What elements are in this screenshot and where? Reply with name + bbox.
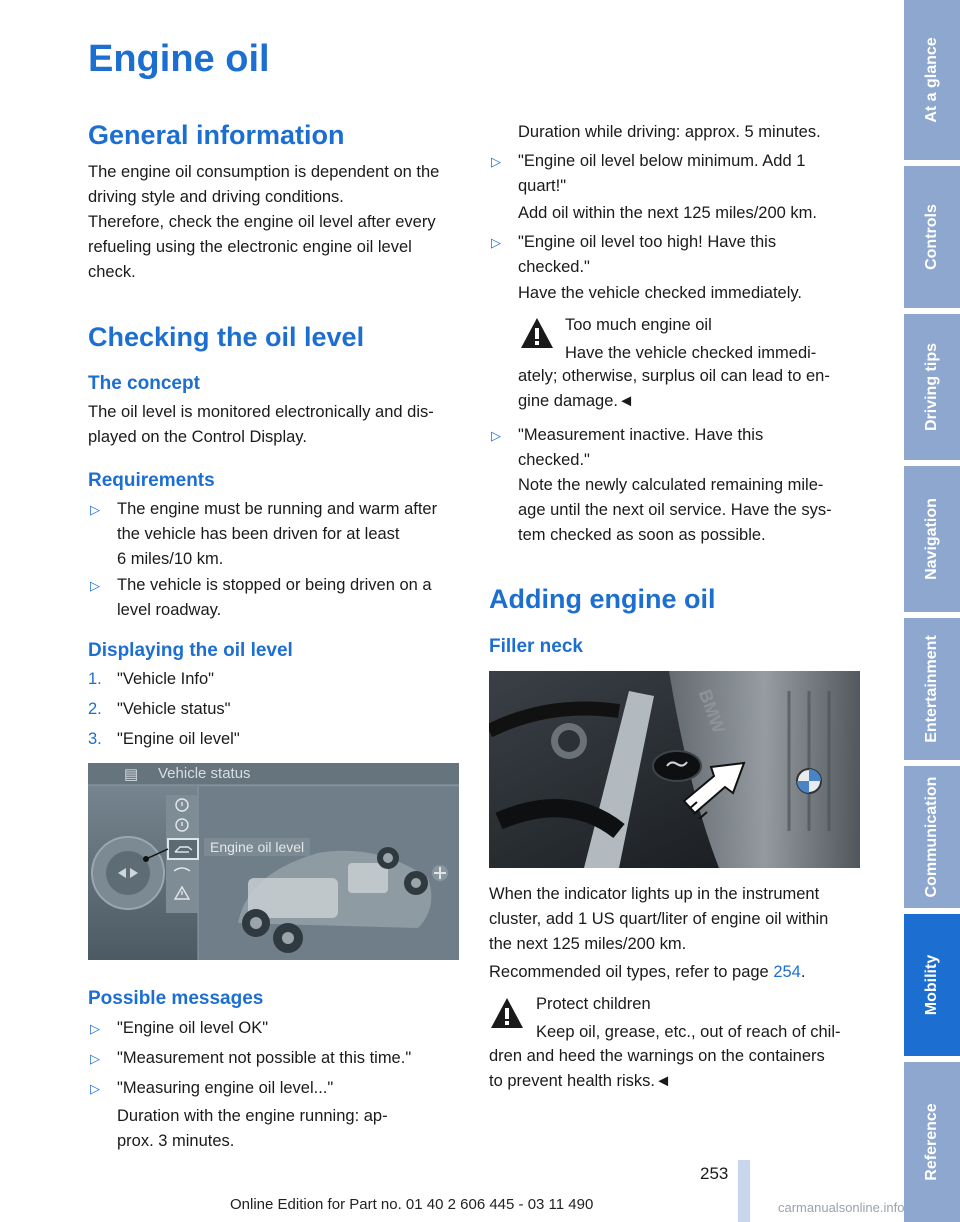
general-heading: General information xyxy=(88,120,345,150)
step-item: "Engine oil level" xyxy=(117,730,240,748)
message-item: "Measurement not possible at this time." xyxy=(117,1049,412,1067)
bullet-triangle-icon: ▷ xyxy=(491,154,501,169)
brand-logo: BMW xyxy=(694,686,730,736)
requirements-heading: Requirements xyxy=(88,470,215,491)
message-item: "Engine oil level too high! Have this checked." xyxy=(518,233,777,276)
bullet-triangle-icon: ▷ xyxy=(90,1021,100,1036)
step-number: 1. xyxy=(88,670,102,688)
page-title: Engine oil xyxy=(88,38,270,80)
tab-mobility[interactable]: Mobility xyxy=(904,914,960,1056)
tab-navigation[interactable]: Navigation xyxy=(904,466,960,612)
message-item: "Engine oil level OK" xyxy=(117,1019,269,1037)
warning-text: Have the vehicle checked immedi- xyxy=(565,344,817,362)
warning-triangle-icon xyxy=(519,316,555,352)
step-item: "Vehicle status" xyxy=(117,700,231,718)
screen-title: Vehicle status xyxy=(158,765,251,782)
warning-triangle-icon xyxy=(489,996,525,1032)
adding-heading: Adding engine oil xyxy=(489,584,716,614)
requirement-1: The engine must be running and warm after the vehicle has been driven for at least 6 miles/10 km. xyxy=(117,500,438,568)
bullet-triangle-icon: ▷ xyxy=(90,578,100,593)
tab-controls[interactable]: Controls xyxy=(904,166,960,308)
step-number: 3. xyxy=(88,730,102,748)
vehicle-status-screenshot xyxy=(88,763,459,960)
message-detail: Note the newly calculated remaining mile- age until the next oil service. Have the sys- tem checked as soon as possible. xyxy=(518,476,832,544)
general-paragraph-1: The engine oil consumption is dependent on the driving style and driving conditions. xyxy=(88,163,440,206)
bullet-triangle-icon: ▷ xyxy=(491,235,501,250)
filler-neck-photo xyxy=(489,671,860,868)
warning-title: Too much engine oil xyxy=(565,316,712,334)
page-number: 253 xyxy=(700,1164,729,1183)
bullet-triangle-icon: ▷ xyxy=(90,1051,100,1066)
page-link[interactable]: 254 xyxy=(773,963,801,981)
message-detail: Duration with the engine running: ap- prox. 3 minutes. xyxy=(117,1107,388,1150)
message-detail: Have the vehicle checked immediately. xyxy=(518,284,802,302)
edition-footer: Online Edition for Part no. 01 40 2 606 445 - 03 11 490 xyxy=(230,1196,594,1213)
page-number-bar xyxy=(738,1160,750,1222)
tab-reference[interactable]: Reference xyxy=(904,1062,960,1222)
warning-text: ately; otherwise, surplus oil can lead to en- gine damage.◄ xyxy=(518,367,830,410)
filler-neck-heading: Filler neck xyxy=(489,636,583,657)
bullet-triangle-icon: ▷ xyxy=(90,1081,100,1096)
warning-title: Protect children xyxy=(536,995,651,1013)
tab-at-a-glance[interactable]: At a glance xyxy=(904,0,960,160)
message-detail: Add oil within the next 125 miles/200 km. xyxy=(518,204,817,222)
step-number: 2. xyxy=(88,700,102,718)
step-item: "Vehicle Info" xyxy=(117,670,215,688)
concept-heading: The concept xyxy=(88,373,200,394)
tab-entertainment[interactable]: Entertainment xyxy=(904,618,960,760)
warning-text: Keep oil, grease, etc., out of reach of chil- xyxy=(536,1023,841,1041)
message-detail: Duration while driving: approx. 5 minutes. xyxy=(518,123,821,141)
message-item: "Engine oil level below minimum. Add 1 quart!" xyxy=(518,152,806,195)
tab-driving-tips[interactable]: Driving tips xyxy=(904,314,960,460)
displaying-heading: Displaying the oil level xyxy=(88,640,293,661)
screen-menu-label: Engine oil level xyxy=(204,838,310,856)
watermark: carmanualsonline.info xyxy=(778,1200,905,1215)
messages-heading: Possible messages xyxy=(88,988,264,1009)
checking-heading: Checking the oil level xyxy=(88,322,365,352)
concept-paragraph: The oil level is monitored electronically and dis- played on the Control Display. xyxy=(88,403,434,446)
general-paragraph-2: Therefore, check the engine oil level after every refueling using the electronic engine oil level check. xyxy=(88,213,436,281)
bullet-triangle-icon: ▷ xyxy=(90,502,100,517)
warning-text: dren and heed the warnings on the containers to prevent health risks.◄ xyxy=(489,1047,825,1090)
adding-paragraph-1: When the indicator lights up in the instrument cluster, add 1 US quart/liter of engine oil within the next 125 miles/200 km. xyxy=(489,885,829,953)
adding-paragraph-2: Recommended oil types, refer to page 254. xyxy=(489,963,806,981)
message-item: "Measurement inactive. Have this checked." xyxy=(518,426,764,469)
requirement-2: The vehicle is stopped or being driven on a level roadway. xyxy=(117,576,432,619)
tab-communication[interactable]: Communication xyxy=(904,766,960,908)
message-item: "Measuring engine oil level..." xyxy=(117,1079,334,1097)
screen-title-icon: ▤ xyxy=(124,766,139,783)
bullet-triangle-icon: ▷ xyxy=(491,428,501,443)
